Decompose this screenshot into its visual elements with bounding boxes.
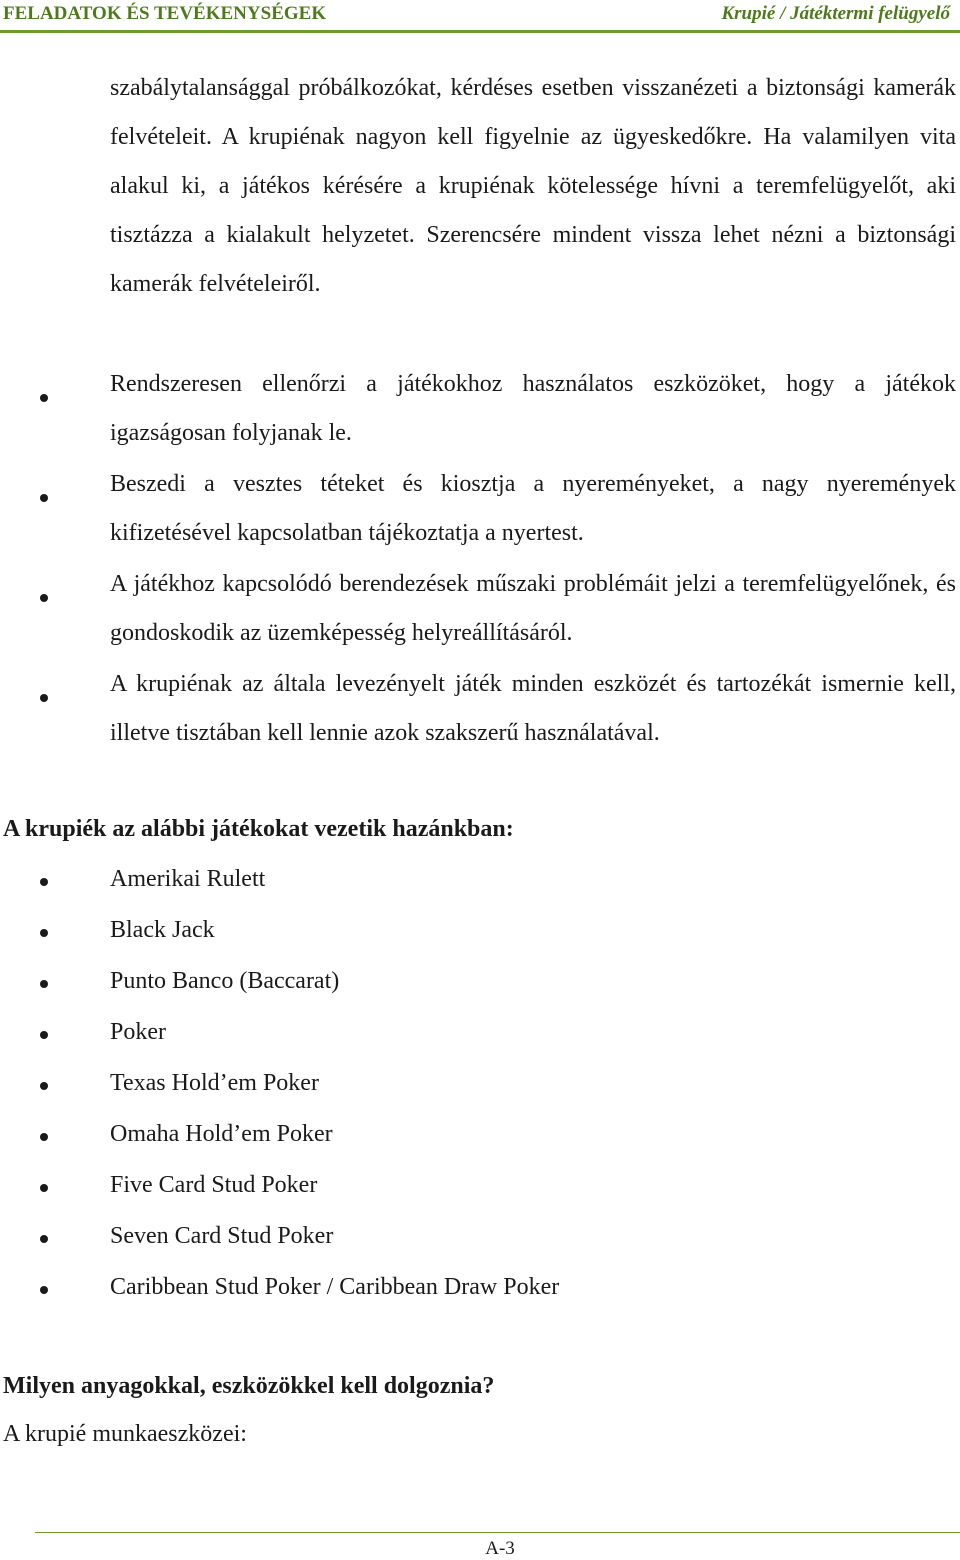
task-bullet-1: Rendszeresen ellenőrzi a játékokhoz használatos eszközöket, hogy a játékok igazságosan folyjanak le. xyxy=(110,371,956,446)
bullet-icon xyxy=(40,1082,48,1090)
bullet-icon xyxy=(40,1133,48,1141)
task-bullet-4: A krupiénak az általa levezényelt játék minden eszközét és tartozékát ismernie kell, illetve tisztában kell lennie azok szakszerű használatával. xyxy=(110,671,956,746)
task-bullet-2: Beszedi a vesztes téteket és kiosztja a nyereményeket, a nagy nyeremények kifizetésével kapcsolatban tájékoztatja a nyertest. xyxy=(110,471,956,546)
task-bullet-3: A játékhoz kapcsolódó berendezések műszaki problémáit jelzi a teremfelügyelőnek, és gondoskodik az üzemképesség helyreállításáról. xyxy=(110,571,956,646)
footer-divider xyxy=(35,1532,960,1533)
intro-paragraph: szabálytalansággal próbálkozókat, kérdéses esetben visszanézeti a biztonsági kamerák felvételeit. A krupiénak nagyon kell figyelnie az ügyeskedőkre. Ha valamilyen vita alakul ki, a játékos kérésére a krupiénak kötelessége hívni a teremfelügyelőt, aki tisztázza a kialakult helyzetet. Szerencsére mindent vissza lehet nézni a biztonsági kamerák felvételeiről. xyxy=(110,75,956,297)
page-header xyxy=(0,0,960,32)
game-list-item: Amerikai Rulett xyxy=(110,866,266,892)
bullet-icon xyxy=(40,929,48,937)
game-list-item: Five Card Stud Poker xyxy=(110,1172,318,1198)
header-document-title: Krupié / Játéktermi felügyelő xyxy=(721,3,950,24)
bullet-icon xyxy=(40,878,48,886)
game-list-item: Poker xyxy=(110,1019,166,1045)
bullet-icon xyxy=(40,482,48,509)
materials-heading: Milyen anyagokkal, eszközökkel kell dolgoznia? xyxy=(3,1373,495,1399)
bullet-icon xyxy=(40,1286,48,1294)
bullet-icon xyxy=(40,980,48,988)
bullet-icon xyxy=(40,382,48,409)
game-list-item: Punto Banco (Baccarat) xyxy=(110,968,340,994)
bullet-icon xyxy=(40,682,48,709)
game-list-item: Texas Hold’em Poker xyxy=(110,1070,319,1096)
bullet-icon xyxy=(40,1184,48,1192)
game-list-item: Black Jack xyxy=(110,917,215,943)
page-number: A-3 xyxy=(485,1538,515,1559)
tools-label: A krupié munkaeszközei: xyxy=(3,1421,247,1447)
bullet-icon xyxy=(40,582,48,609)
game-list-item: Omaha Hold’em Poker xyxy=(110,1121,333,1147)
games-heading: A krupiék az alábbi játékokat vezetik hazánkban: xyxy=(3,816,514,842)
header-section-title: FELADATOK ÉS TEVÉKENYSÉGEK xyxy=(3,3,327,24)
game-list-item: Seven Card Stud Poker xyxy=(110,1223,334,1249)
header-divider xyxy=(0,30,960,33)
bullet-icon xyxy=(40,1031,48,1039)
game-list-item: Caribbean Stud Poker / Caribbean Draw Poker xyxy=(110,1274,560,1300)
bullet-icon xyxy=(40,1235,48,1243)
